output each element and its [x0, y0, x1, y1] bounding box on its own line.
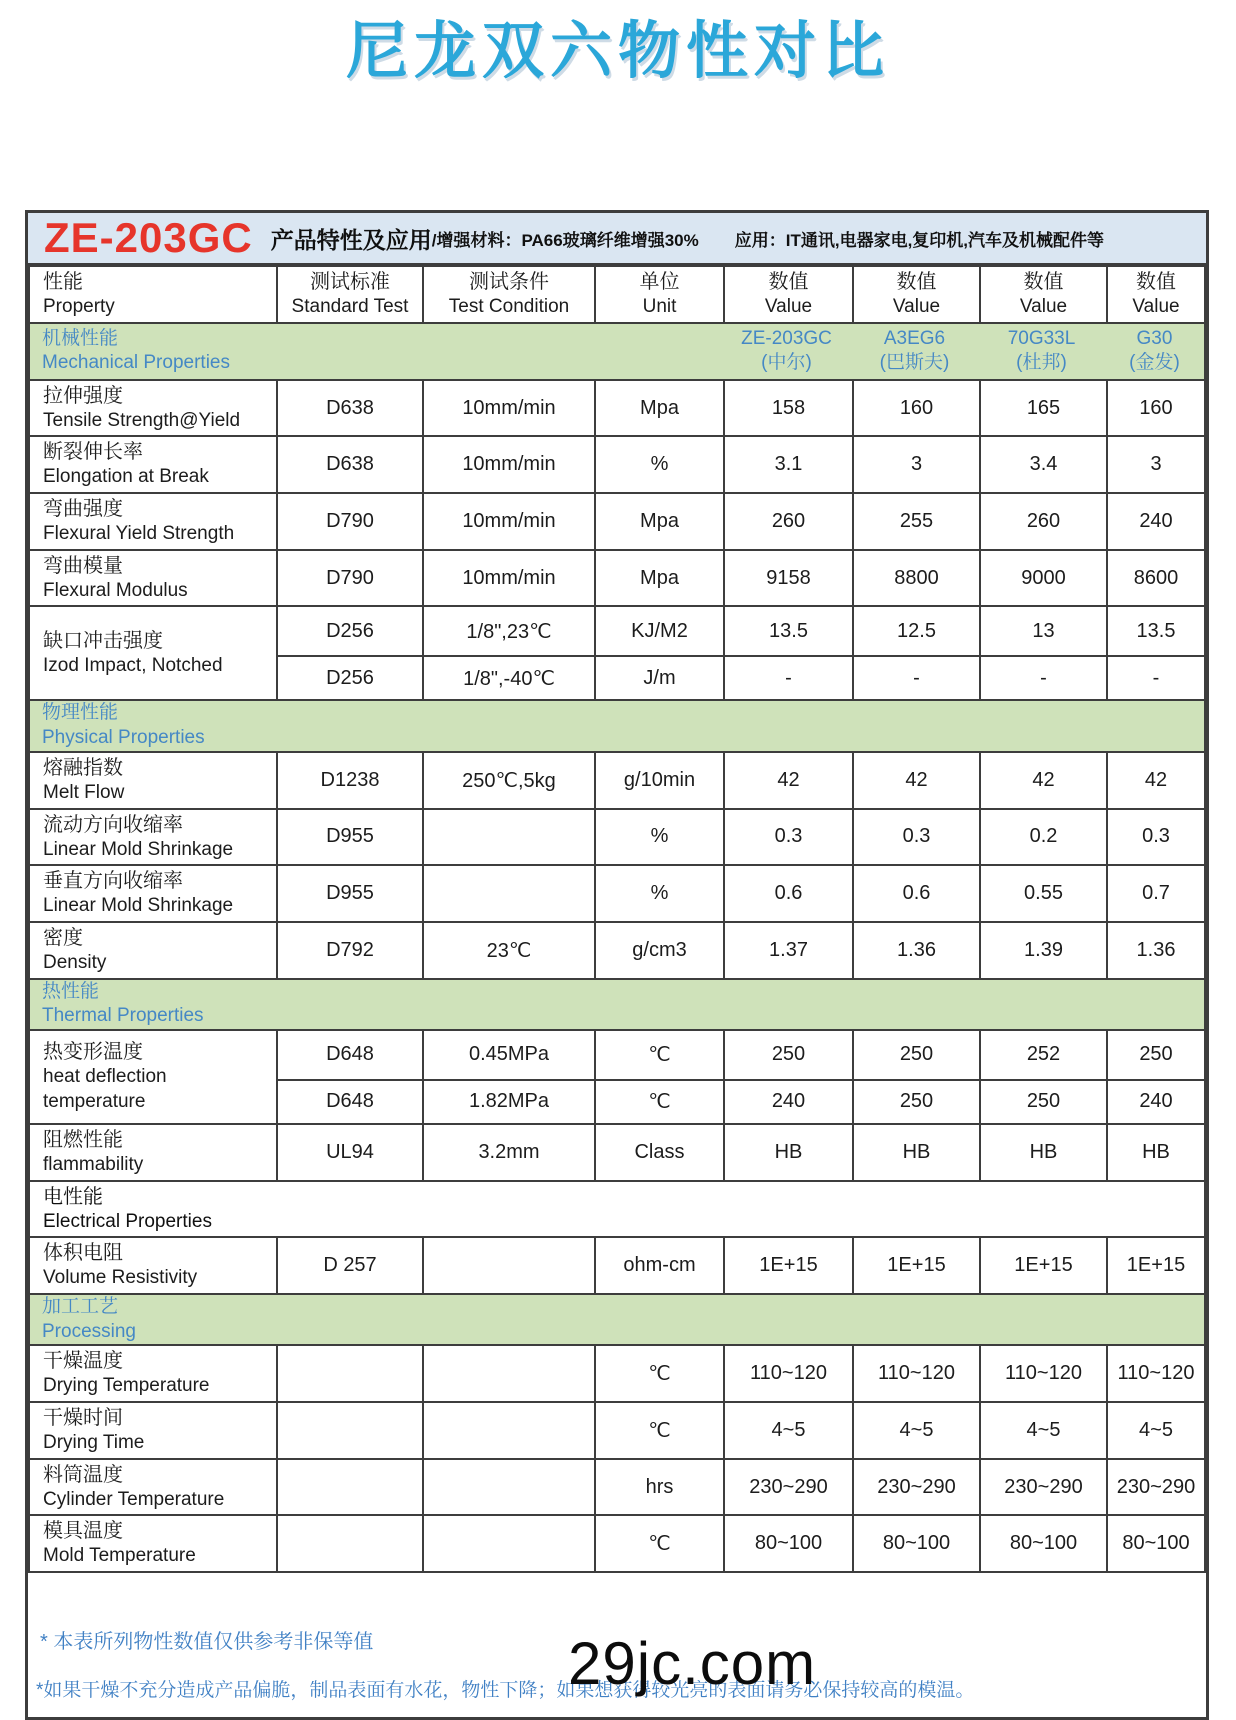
- table-row: [29, 1515, 1205, 1572]
- table-row: [29, 493, 1205, 550]
- test-condition-cell: 1/8",23℃: [423, 606, 595, 656]
- value-cell: 4~5: [1107, 1402, 1205, 1459]
- standard-test-cell: [277, 1345, 423, 1402]
- standard-test-cell: D792: [277, 922, 423, 979]
- standard-test-cell: D955: [277, 809, 423, 866]
- value-cell: 13.5: [1107, 606, 1205, 656]
- unit-cell: Class: [595, 1124, 724, 1181]
- value-cell: 42: [1107, 752, 1205, 809]
- unit-cell: Mpa: [595, 493, 724, 550]
- value-cell: 4~5: [724, 1402, 853, 1459]
- test-condition-cell: [423, 1345, 595, 1402]
- page-title: 尼龙双六物性对比: [345, 18, 890, 86]
- value-cell: 165: [980, 380, 1107, 437]
- value-cell: 230~290: [1107, 1459, 1205, 1516]
- column-header: 测试条件 Test Condition: [423, 266, 595, 323]
- section-band-row: [29, 323, 1205, 380]
- table-row: [29, 752, 1205, 809]
- column-header: 数值 Value: [853, 266, 980, 323]
- property-cell: 弯曲模量 Flexural Modulus: [29, 550, 277, 607]
- table-row: [29, 809, 1205, 866]
- value-cell: HB: [853, 1124, 980, 1181]
- table-row: [29, 1124, 1205, 1181]
- value-cell: HB: [980, 1124, 1107, 1181]
- table-row: [29, 1345, 1205, 1402]
- value-cell: 42: [980, 752, 1107, 809]
- test-condition-cell: [423, 809, 595, 866]
- column-header: 数值 Value: [980, 266, 1107, 323]
- value-cell: 160: [853, 380, 980, 437]
- standard-test-cell: [277, 1402, 423, 1459]
- product-code: ZE-203GC: [44, 214, 253, 261]
- section-label: 机械性能 Mechanical Properties: [42, 327, 230, 374]
- value-cell: 80~100: [853, 1515, 980, 1572]
- unit-cell: J/m: [595, 656, 724, 700]
- value-cell: -: [980, 656, 1107, 700]
- value-cell: 240: [724, 1080, 853, 1124]
- property-cell: 拉伸强度 Tensile Strength@Yield: [29, 380, 277, 437]
- test-condition-cell: [423, 1515, 595, 1572]
- watermark: 29jc.com: [568, 1630, 817, 1698]
- section-band: [29, 323, 1205, 380]
- value-cell: 0.2: [980, 809, 1107, 866]
- value-cell: 110~120: [724, 1345, 853, 1402]
- value-cell: 250: [980, 1080, 1107, 1124]
- value-cell: 1E+15: [980, 1237, 1107, 1294]
- table-body: [29, 323, 1205, 1572]
- value-cell: 9158: [724, 550, 853, 607]
- property-cell: 密度 Density: [29, 922, 277, 979]
- section-label: 加工工艺 Processing: [42, 1296, 136, 1342]
- standard-test-cell: D790: [277, 550, 423, 607]
- test-condition-cell: 1/8",-40℃: [423, 656, 595, 700]
- section-band-row: [29, 1294, 1205, 1345]
- table-row: [29, 1237, 1205, 1294]
- table-row: [29, 922, 1205, 979]
- standard-test-cell: D 257: [277, 1237, 423, 1294]
- value-cell: -: [724, 656, 853, 700]
- property-cell: 弯曲强度 Flexural Yield Strength: [29, 493, 277, 550]
- test-condition-cell: 10mm/min: [423, 550, 595, 607]
- value-cell: 12.5: [853, 606, 980, 656]
- table-header: [29, 266, 1205, 323]
- value-cell: 0.6: [853, 865, 980, 922]
- standard-test-cell: D648: [277, 1030, 423, 1080]
- value-cell: 1.36: [1107, 922, 1205, 979]
- property-cell: 熔融指数 Melt Flow: [29, 752, 277, 809]
- unit-cell: Mpa: [595, 550, 724, 607]
- value-cell: 230~290: [853, 1459, 980, 1516]
- unit-cell: g/10min: [595, 752, 724, 809]
- value-cell: 250: [853, 1080, 980, 1124]
- standard-test-cell: D790: [277, 493, 423, 550]
- test-condition-cell: 10mm/min: [423, 493, 595, 550]
- column-header: 数值 Value: [1107, 266, 1205, 323]
- value-cell: 250: [853, 1030, 980, 1080]
- property-cell: 缺口冲击强度 Izod Impact, Notched: [29, 606, 277, 700]
- table-row: [29, 436, 1205, 493]
- test-condition-cell: 23℃: [423, 922, 595, 979]
- value-cell: 1E+15: [1107, 1237, 1205, 1294]
- column-header: 单位 Unit: [595, 266, 724, 323]
- value-cell: 252: [980, 1030, 1107, 1080]
- unit-cell: ohm-cm: [595, 1237, 724, 1294]
- table-row: [29, 1402, 1205, 1459]
- property-cell: 模具温度 Mold Temperature: [29, 1515, 277, 1572]
- standard-test-cell: D1238: [277, 752, 423, 809]
- value-cell: 110~120: [980, 1345, 1107, 1402]
- column-header: 数值 Value: [724, 266, 853, 323]
- note-drying-warning: *如果干燥不充分造成产品偏脆，制品表面有水花，物性下降；如果想获得较光亮的表面请务必保持较高的模温。: [36, 1680, 975, 1702]
- value-cell: 3: [1107, 436, 1205, 493]
- value-cell: 0.3: [853, 809, 980, 866]
- value-cell: 1.37: [724, 922, 853, 979]
- value-cell: 255: [853, 493, 980, 550]
- value-cell: 160: [1107, 380, 1205, 437]
- value-cell: 80~100: [724, 1515, 853, 1572]
- value-cell: 240: [1107, 1080, 1205, 1124]
- value-cell: 42: [724, 752, 853, 809]
- brand-label: ZE-203GC (中尔): [741, 328, 832, 374]
- value-cell: 3: [853, 436, 980, 493]
- test-condition-cell: [423, 1237, 595, 1294]
- section-band: [29, 700, 1205, 751]
- unit-cell: %: [595, 809, 724, 866]
- value-cell: 0.7: [1107, 865, 1205, 922]
- section-subheader-row: [29, 1181, 1205, 1238]
- value-cell: 0.3: [724, 809, 853, 866]
- test-condition-cell: 3.2mm: [423, 1124, 595, 1181]
- brand-label: A3EG6 (巴斯夫): [879, 328, 950, 374]
- section-label: 物理性能 Physical Properties: [42, 702, 205, 749]
- table-row: [29, 380, 1205, 437]
- value-cell: 260: [724, 493, 853, 550]
- value-cell: 1.36: [853, 922, 980, 979]
- standard-test-cell: D256: [277, 606, 423, 656]
- value-cell: 260: [980, 493, 1107, 550]
- unit-cell: ℃: [595, 1515, 724, 1572]
- value-cell: 158: [724, 380, 853, 437]
- value-cell: 230~290: [980, 1459, 1107, 1516]
- unit-cell: ℃: [595, 1030, 724, 1080]
- value-cell: 230~290: [724, 1459, 853, 1516]
- application-text: 应用：IT通讯,电器家电,复印机,汽车及机械配件等: [734, 230, 1105, 250]
- unit-cell: KJ/M2: [595, 606, 724, 656]
- properties-table: [28, 265, 1206, 1573]
- test-condition-cell: 1.82MPa: [423, 1080, 595, 1124]
- value-cell: 0.55: [980, 865, 1107, 922]
- column-header: 性能 Property: [29, 266, 277, 323]
- value-cell: 0.6: [724, 865, 853, 922]
- value-cell: 13: [980, 606, 1107, 656]
- value-cell: 4~5: [980, 1402, 1107, 1459]
- value-cell: 1E+15: [853, 1237, 980, 1294]
- footer-notes-area: [28, 1573, 1206, 1717]
- value-cell: 110~120: [853, 1345, 980, 1402]
- unit-cell: Mpa: [595, 380, 724, 437]
- value-cell: 3.4: [980, 436, 1107, 493]
- table-row: [29, 550, 1205, 607]
- standard-test-cell: [277, 1459, 423, 1516]
- standard-test-cell: D256: [277, 656, 423, 700]
- test-condition-cell: 10mm/min: [423, 436, 595, 493]
- standard-test-cell: D638: [277, 436, 423, 493]
- standard-test-cell: D648: [277, 1080, 423, 1124]
- reinforcement-material: /增强材料：PA66玻璃纤维增强30%: [431, 230, 699, 250]
- section-band: [29, 1294, 1205, 1345]
- value-cell: -: [1107, 656, 1205, 700]
- value-cell: HB: [724, 1124, 853, 1181]
- test-condition-cell: 250℃,5kg: [423, 752, 595, 809]
- value-cell: 4~5: [853, 1402, 980, 1459]
- table-row: [29, 865, 1205, 922]
- value-cell: 1E+15: [724, 1237, 853, 1294]
- test-condition-cell: 0.45MPa: [423, 1030, 595, 1080]
- unit-cell: %: [595, 865, 724, 922]
- product-subtitle: 产品特性及应用: [270, 226, 432, 253]
- unit-cell: ℃: [595, 1080, 724, 1124]
- standard-test-cell: UL94: [277, 1124, 423, 1181]
- test-condition-cell: [423, 1459, 595, 1516]
- table-row: [29, 606, 1205, 656]
- section-band: [29, 979, 1205, 1030]
- unit-cell: ℃: [595, 1402, 724, 1459]
- standard-test-cell: D955: [277, 865, 423, 922]
- note-reference-only: * 本表所列物性数值仅供参考非保等值: [40, 1631, 374, 1654]
- unit-cell: g/cm3: [595, 922, 724, 979]
- property-cell: 热变形温度 heat deflection temperature: [29, 1030, 277, 1124]
- datasheet: [25, 210, 1209, 1720]
- unit-cell: ℃: [595, 1345, 724, 1402]
- column-header-row: [29, 266, 1205, 323]
- brand-label: 70G33L (杜邦): [1007, 328, 1076, 374]
- property-cell: 阻燃性能 flammability: [29, 1124, 277, 1181]
- section-band-row: [29, 979, 1205, 1030]
- property-cell: 体积电阻 Volume Resistivity: [29, 1237, 277, 1294]
- table-row: [29, 1030, 1205, 1080]
- table-row: [29, 1459, 1205, 1516]
- brand-label: G30 (金发): [1129, 328, 1180, 374]
- standard-test-cell: [277, 1515, 423, 1572]
- value-cell: 0.3: [1107, 809, 1205, 866]
- value-cell: -: [853, 656, 980, 700]
- value-cell: 8600: [1107, 550, 1205, 607]
- test-condition-cell: 10mm/min: [423, 380, 595, 437]
- unit-cell: hrs: [595, 1459, 724, 1516]
- property-cell: 干燥时间 Drying Time: [29, 1402, 277, 1459]
- value-cell: 80~100: [980, 1515, 1107, 1572]
- property-cell: 料筒温度 Cylinder Temperature: [29, 1459, 277, 1516]
- value-cell: 250: [1107, 1030, 1205, 1080]
- value-cell: HB: [1107, 1124, 1205, 1181]
- value-cell: 250: [724, 1030, 853, 1080]
- value-cell: 1.39: [980, 922, 1107, 979]
- unit-cell: %: [595, 436, 724, 493]
- section-label: 热性能 Thermal Properties: [42, 980, 204, 1027]
- value-cell: 80~100: [1107, 1515, 1205, 1572]
- value-cell: 42: [853, 752, 980, 809]
- value-cell: 3.1: [724, 436, 853, 493]
- value-cell: 110~120: [1107, 1345, 1205, 1402]
- test-condition-cell: [423, 865, 595, 922]
- value-cell: 8800: [853, 550, 980, 607]
- value-cell: 9000: [980, 550, 1107, 607]
- section-subheader: 电性能 Electrical Properties: [29, 1181, 1205, 1238]
- column-header: 测试标准 Standard Test: [277, 266, 423, 323]
- product-header-bar: [28, 213, 1206, 265]
- section-band-row: [29, 700, 1205, 751]
- standard-test-cell: D638: [277, 380, 423, 437]
- test-condition-cell: [423, 1402, 595, 1459]
- property-cell: 流动方向收缩率 Linear Mold Shrinkage: [29, 809, 277, 866]
- property-cell: 断裂伸长率 Elongation at Break: [29, 436, 277, 493]
- value-cell: 240: [1107, 493, 1205, 550]
- value-cell: 13.5: [724, 606, 853, 656]
- property-cell: 干燥温度 Drying Temperature: [29, 1345, 277, 1402]
- property-cell: 垂直方向收缩率 Linear Mold Shrinkage: [29, 865, 277, 922]
